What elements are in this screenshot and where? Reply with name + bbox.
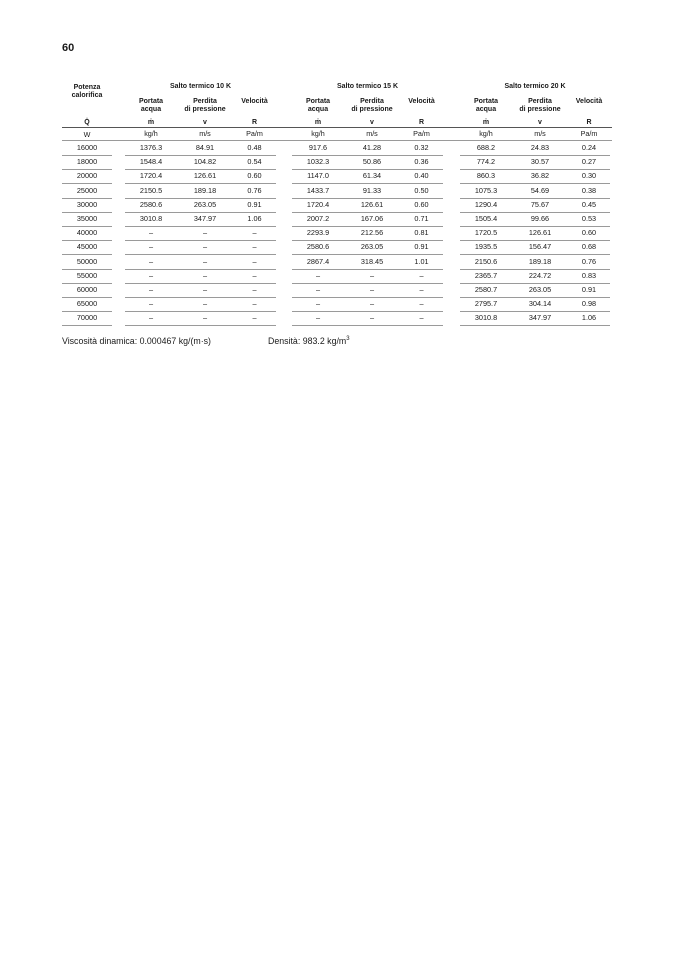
table-cell: – bbox=[252, 313, 257, 323]
table-cell: 36.82 bbox=[530, 171, 550, 181]
sub-symbol-velocita: R bbox=[251, 119, 258, 126]
table-cell: 0.54 bbox=[247, 157, 262, 167]
unit-watt: W bbox=[83, 130, 91, 139]
table-cell: 0.81 bbox=[414, 228, 429, 238]
row-rule bbox=[460, 297, 610, 298]
table-cell: 0.50 bbox=[414, 185, 429, 195]
table-cell: 2867.4 bbox=[306, 256, 330, 266]
sub-symbol-portata: ṁ bbox=[147, 119, 155, 126]
row-power-cell: 30000 bbox=[76, 199, 98, 209]
unit-portata: kg/h bbox=[311, 129, 325, 138]
table-cell: 189.18 bbox=[193, 185, 217, 195]
table-cell: – bbox=[315, 299, 321, 309]
table-cell: 2293.9 bbox=[306, 228, 330, 238]
row-rule bbox=[62, 212, 112, 213]
header-rule bbox=[62, 127, 612, 128]
row-rule bbox=[292, 297, 443, 298]
row-rule bbox=[460, 283, 610, 284]
row-rule bbox=[62, 297, 112, 298]
sub-symbol-velocita: R bbox=[586, 119, 592, 126]
table-cell: – bbox=[202, 256, 208, 266]
row-rule bbox=[292, 226, 443, 227]
table-cell: – bbox=[369, 285, 375, 294]
table-cell: – bbox=[419, 270, 424, 280]
table-cell: 1032.3 bbox=[306, 157, 330, 167]
sub-label-velocita: Velocità bbox=[575, 98, 603, 105]
table-cell: 347.97 bbox=[193, 214, 217, 223]
table-cell: 263.05 bbox=[360, 242, 384, 252]
table-cell: 0.91 bbox=[581, 285, 597, 294]
row-power-cell: 16000 bbox=[76, 143, 98, 152]
table-cell: – bbox=[202, 285, 208, 294]
table-cell: 104.82 bbox=[193, 157, 217, 167]
row-rule bbox=[292, 254, 443, 255]
table-cell: – bbox=[315, 313, 321, 323]
row-rule bbox=[460, 212, 610, 213]
row-rule bbox=[460, 311, 610, 312]
row-power-cell: 70000 bbox=[76, 313, 98, 323]
row-rule bbox=[125, 311, 276, 312]
sub-label-perdita: Perdita di pressione bbox=[184, 98, 226, 114]
row-rule bbox=[125, 325, 276, 326]
row-rule bbox=[62, 311, 112, 312]
row-rule bbox=[125, 226, 276, 227]
table-cell: 156.47 bbox=[528, 242, 552, 252]
table-cell: – bbox=[252, 228, 257, 238]
table-cell: 61.34 bbox=[362, 171, 382, 181]
table-cell: 1376.3 bbox=[139, 143, 163, 152]
table-cell: – bbox=[148, 313, 154, 323]
row-rule bbox=[292, 155, 443, 156]
sub-label-portata: Portata acqua bbox=[138, 98, 164, 114]
table-cell: 0.60 bbox=[247, 171, 262, 181]
page-number: 60 bbox=[62, 42, 75, 54]
table-cell: 1290.4 bbox=[474, 199, 498, 209]
table-cell: 24.83 bbox=[530, 143, 550, 152]
row-rule bbox=[62, 226, 112, 227]
table-cell: 774.2 bbox=[476, 157, 496, 167]
table-cell: 126.61 bbox=[360, 199, 384, 209]
table-cell: – bbox=[252, 270, 257, 280]
unit-perdita: m/s bbox=[199, 129, 211, 138]
table-cell: 347.97 bbox=[528, 313, 552, 323]
table-cell: 99.66 bbox=[530, 214, 550, 223]
table-cell: 50.86 bbox=[362, 157, 382, 167]
table-cell: – bbox=[202, 299, 208, 309]
row-rule bbox=[125, 155, 276, 156]
table-cell: 167.06 bbox=[360, 214, 384, 223]
table-cell: 0.32 bbox=[414, 143, 429, 152]
sub-label-velocita: Velocità bbox=[241, 98, 268, 105]
table-cell: 0.30 bbox=[581, 171, 597, 181]
table-cell: – bbox=[148, 285, 154, 294]
row-power-cell: 40000 bbox=[76, 228, 98, 238]
group-title-20k: Salto termico 20 K bbox=[504, 83, 566, 90]
table-cell: 3010.8 bbox=[474, 313, 498, 323]
table-cell: – bbox=[148, 256, 154, 266]
table-cell: 0.68 bbox=[581, 242, 597, 252]
potenza-symbol: Q̇ bbox=[84, 119, 90, 126]
table-cell: 0.40 bbox=[414, 171, 429, 181]
unit-velocita: Pa/m bbox=[246, 129, 263, 138]
table-cell: 1505.4 bbox=[474, 214, 498, 223]
table-cell: 0.83 bbox=[581, 270, 597, 280]
table-cell: 2365.7 bbox=[474, 270, 498, 280]
table-cell: 0.48 bbox=[247, 143, 262, 152]
unit-velocita: Pa/m bbox=[580, 129, 598, 138]
row-power-cell: 18000 bbox=[76, 157, 98, 167]
sub-label-perdita: Perdita di pressione bbox=[519, 98, 561, 114]
row-rule bbox=[125, 240, 276, 241]
table-cell: 3010.8 bbox=[139, 214, 163, 223]
table-cell: 0.91 bbox=[414, 242, 429, 252]
row-rule bbox=[292, 325, 443, 326]
table-cell: – bbox=[148, 242, 154, 252]
table-cell: 126.61 bbox=[528, 228, 552, 238]
table-cell: – bbox=[202, 313, 208, 323]
table-cell: 1.06 bbox=[581, 313, 597, 323]
row-rule bbox=[292, 283, 443, 284]
table-cell: – bbox=[202, 242, 208, 252]
table-cell: 30.57 bbox=[530, 157, 550, 167]
row-power-cell: 25000 bbox=[76, 185, 98, 195]
row-rule bbox=[62, 240, 112, 241]
sub-label-portata: Portata acqua bbox=[473, 98, 499, 114]
density-note: Densità: 983.2 $kg/m^3$ bbox=[268, 336, 350, 346]
row-rule bbox=[460, 198, 610, 199]
row-rule bbox=[62, 325, 112, 326]
row-power-cell: 55000 bbox=[76, 270, 98, 280]
row-rule bbox=[292, 269, 443, 270]
row-rule bbox=[62, 283, 112, 284]
row-power-cell: 45000 bbox=[76, 242, 98, 252]
row-rule bbox=[460, 269, 610, 270]
row-rule bbox=[125, 297, 276, 298]
table-cell: 1720.5 bbox=[474, 228, 498, 238]
viscosity-note: Viscosità dinamica: 0.000467 kg/(m·s) bbox=[62, 336, 211, 346]
table-cell: 2150.6 bbox=[474, 256, 498, 266]
table-cell: 688.2 bbox=[476, 143, 496, 152]
row-rule bbox=[62, 169, 112, 170]
table-cell: – bbox=[148, 228, 154, 238]
row-rule bbox=[125, 169, 276, 170]
table-cell: – bbox=[369, 313, 375, 323]
sub-symbol-velocita: R bbox=[418, 119, 425, 126]
row-rule bbox=[460, 169, 610, 170]
table-cell: 1.01 bbox=[414, 256, 429, 266]
table-cell: – bbox=[252, 256, 257, 266]
table-cell: – bbox=[315, 285, 321, 294]
table-cell: 54.69 bbox=[530, 185, 550, 195]
table-cell: 1075.3 bbox=[474, 185, 498, 195]
table-cell: – bbox=[202, 270, 208, 280]
group-title-15k: Salto termico 15 K bbox=[336, 83, 399, 90]
table-cell: 0.53 bbox=[581, 214, 597, 223]
table-cell: – bbox=[419, 299, 424, 309]
sub-symbol-portata: ṁ bbox=[482, 119, 490, 126]
row-power-cell: 60000 bbox=[76, 285, 98, 294]
sub-symbol-perdita: v bbox=[538, 119, 542, 126]
table-cell: 0.71 bbox=[414, 214, 429, 223]
table-cell: – bbox=[419, 313, 424, 323]
table-cell: 2580.6 bbox=[306, 242, 330, 252]
table-cell: 0.45 bbox=[581, 199, 597, 209]
table-cell: 860.3 bbox=[476, 171, 496, 181]
table-cell: 304.14 bbox=[528, 299, 552, 309]
table-cell: 0.60 bbox=[414, 199, 429, 209]
unit-portata: kg/h bbox=[144, 129, 158, 138]
table-cell: 212.56 bbox=[360, 228, 384, 238]
sub-label-perdita: Perdita di pressione bbox=[351, 98, 393, 114]
table-cell: 0.76 bbox=[581, 256, 597, 266]
row-rule bbox=[460, 325, 610, 326]
table-cell: 0.38 bbox=[581, 185, 597, 195]
row-rule bbox=[62, 155, 112, 156]
row-rule bbox=[460, 240, 610, 241]
table-cell: 1548.4 bbox=[139, 157, 163, 167]
table-cell: 91.33 bbox=[362, 185, 382, 195]
table-cell: 126.61 bbox=[193, 171, 217, 181]
table-cell: 1935.5 bbox=[474, 242, 498, 252]
sub-symbol-perdita: v bbox=[203, 119, 207, 126]
table-cell: 1147.0 bbox=[307, 171, 329, 181]
row-rule bbox=[460, 226, 610, 227]
table-cell: 0.98 bbox=[581, 299, 597, 309]
row-rule bbox=[62, 269, 112, 270]
table-cell: 2795.7 bbox=[474, 299, 498, 309]
table-cell: 2150.5 bbox=[139, 185, 163, 195]
unit-perdita: m/s bbox=[534, 129, 546, 138]
table-cell: 318.45 bbox=[360, 256, 384, 266]
table-cell: 0.27 bbox=[581, 157, 597, 167]
row-rule bbox=[125, 212, 276, 213]
row-rule bbox=[460, 183, 610, 184]
table-cell: – bbox=[202, 228, 208, 238]
table-cell: – bbox=[252, 285, 257, 294]
table-cell: – bbox=[369, 270, 375, 280]
sub-label-portata: Portata acqua bbox=[305, 98, 331, 114]
row-rule bbox=[125, 283, 276, 284]
table-cell: 0.36 bbox=[414, 157, 429, 167]
sub-symbol-perdita: v bbox=[370, 119, 374, 126]
table-cell: 0.24 bbox=[581, 143, 597, 152]
table-cell: – bbox=[252, 242, 257, 252]
table-cell: 2580.7 bbox=[474, 285, 498, 294]
unit-portata: kg/h bbox=[479, 129, 493, 138]
table-cell: 2007.2 bbox=[306, 214, 330, 223]
row-rule bbox=[125, 198, 276, 199]
row-rule bbox=[292, 311, 443, 312]
table-cell: 2580.6 bbox=[139, 199, 163, 209]
table-cell: – bbox=[419, 285, 424, 294]
table-cell: 75.67 bbox=[530, 199, 550, 209]
table-cell: 0.60 bbox=[581, 228, 597, 238]
table-cell: 1720.4 bbox=[139, 171, 163, 181]
row-power-cell: 65000 bbox=[76, 299, 98, 309]
row-rule bbox=[125, 254, 276, 255]
table-cell: 1.06 bbox=[247, 214, 262, 223]
sub-label-velocita: Velocità bbox=[408, 98, 435, 105]
row-rule bbox=[292, 183, 443, 184]
table-cell: – bbox=[315, 270, 321, 280]
row-rule bbox=[62, 198, 112, 199]
row-rule bbox=[292, 240, 443, 241]
row-rule bbox=[460, 155, 610, 156]
table-cell: 189.18 bbox=[528, 256, 552, 266]
row-rule bbox=[460, 254, 610, 255]
row-rule bbox=[125, 183, 276, 184]
row-power-cell: 50000 bbox=[76, 256, 98, 266]
table-cell: 263.05 bbox=[528, 285, 552, 294]
table-cell: 224.72 bbox=[528, 270, 552, 280]
table-cell: – bbox=[252, 299, 257, 309]
table-cell: – bbox=[369, 299, 375, 309]
row-rule bbox=[62, 254, 112, 255]
potenza-label: Potenza calorifica bbox=[71, 84, 103, 100]
unit-rule bbox=[62, 140, 612, 141]
row-rule bbox=[125, 269, 276, 270]
table-cell: 263.05 bbox=[193, 199, 217, 209]
unit-velocita: Pa/m bbox=[413, 129, 430, 138]
row-rule bbox=[292, 198, 443, 199]
table-cell: 84.91 bbox=[195, 143, 215, 152]
table-cell: 0.76 bbox=[247, 185, 262, 195]
row-rule bbox=[62, 183, 112, 184]
row-rule bbox=[292, 169, 443, 170]
table-cell: 1720.4 bbox=[306, 199, 330, 209]
sub-symbol-portata: ṁ bbox=[314, 119, 322, 126]
table-cell: – bbox=[148, 299, 154, 309]
row-power-cell: 20000 bbox=[76, 171, 98, 181]
unit-perdita: m/s bbox=[366, 129, 378, 138]
table-cell: 1433.7 bbox=[306, 185, 330, 195]
group-title-10k: Salto termico 10 K bbox=[169, 83, 232, 90]
table-cell: 0.91 bbox=[247, 199, 262, 209]
table-cell: – bbox=[148, 270, 154, 280]
row-power-cell: 35000 bbox=[76, 214, 98, 223]
row-rule bbox=[292, 212, 443, 213]
table-cell: 41.28 bbox=[362, 143, 382, 152]
table-cell: 917.6 bbox=[308, 143, 328, 152]
